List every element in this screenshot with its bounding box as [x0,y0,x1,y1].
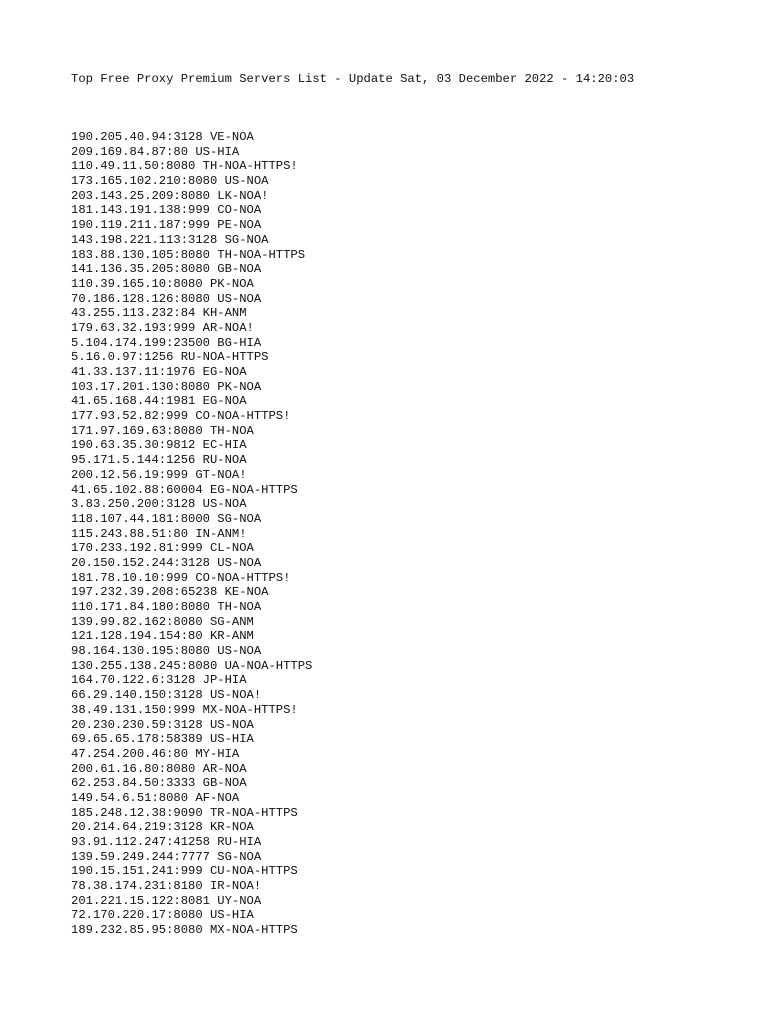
proxy-entry: 110.171.84.180:8080 TH-NOA [71,600,262,614]
proxy-entry: 78.38.174.231:8180 IR-NOA! [71,879,262,894]
proxy-entry: 190.63.35.30:9812 EC-HIA [71,438,247,453]
proxy-entry: 41.33.137.11:1976 EG-NOA [71,365,247,379]
proxy-entry: 183.88.130.105:8080 TH-NOA-HTTPS [71,247,306,262]
proxy-entry: 173.165.102.210:8080 US-NOA [71,174,269,189]
proxy-entry: 110.39.165.10:8080 PK-NOA [71,276,254,291]
proxy-entry: 200.12.56.19:999 GT-NOA! [71,467,247,482]
proxy-entry: 185.248.12.38:9090 TR-NOA-HTTPS [71,805,298,820]
proxy-entry: 181.143.191.138:999 CO-NOA [71,203,262,218]
proxy-entry: 209.169.84.87:80 US-HIA [71,144,240,159]
proxy-entry: 103.17.201.130:8080 PK-NOA [71,379,262,394]
proxy-entry: 70.186.128.126:8080 US-NOA [71,291,262,306]
proxy-entry: 179.63.32.193:999 AR-NOA! [71,320,254,335]
proxy-server-list [71,130,312,938]
proxy-entry: 72.170.220.17:8080 US-HIA [71,908,254,923]
proxy-entry: 121.128.194.154:80 KR-ANM [71,629,254,644]
proxy-entry: 130.255.138.245:8080 UA-NOA-HTTPS [71,658,313,673]
proxy-entry: 5.16.0.97:1256 RU-NOA-HTTPS [71,350,269,365]
proxy-entry: 149.54.6.51:8080 AF-NOA [71,790,240,805]
proxy-entry: 201.221.15.122:8081 UY-NOA [71,893,262,908]
proxy-entry: 62.253.84.50:3333 GB-NOA [71,776,247,791]
proxy-entry: 69.65.65.178:58389 US-HIA [71,732,254,747]
proxy-entry: 118.107.44.181:8000 SG-NOA [71,511,262,526]
proxy-entry: 20.150.152.244:3128 US-NOA [71,555,262,570]
proxy-entry: 200.61.16.80:8080 AR-NOA [71,761,247,776]
proxy-entry: 3.83.250.200:3128 US-NOA [71,497,247,512]
proxy-entry: 41.65.168.44:1981 EG-NOA [71,394,247,409]
proxy-entry: 43.255.113.232:84 KH-ANM [71,306,247,321]
proxy-entry: 164.70.122.6:3128 JP-HIA [71,673,247,688]
proxy-entry: 66.29.140.150:3128 US-NOA! [71,688,262,703]
proxy-entry: 5.104.174.199:23500 BG-HIA [71,335,262,350]
proxy-entry: 98.164.130.195:8080 US-NOA [71,644,262,659]
proxy-entry: 139.99.82.162:8080 SG-ANM [71,614,254,629]
proxy-entry: 95.171.5.144:1256 RU-NOA [71,453,247,468]
proxy-entry: 171.97.169.63:8080 TH-NOA [71,423,254,438]
proxy-entry: 20.214.64.219:3128 KR-NOA [71,820,254,835]
proxy-entry: 93.91.112.247:41258 RU-HIA [71,835,262,849]
proxy-entry: 20.230.230.59:3128 US-NOA [71,717,254,732]
proxy-entry: 181.78.10.10:999 CO-NOA-HTTPS! [71,570,291,585]
proxy-entry: 190.15.151.241:999 CU-NOA-HTTPS [71,864,298,879]
proxy-entry: 38.49.131.150:999 MX-NOA-HTTPS! [71,702,298,717]
proxy-entry: 139.59.249.244:7777 SG-NOA [71,849,262,864]
document-title: Top Free Proxy Premium Servers List - Update Sat, 03 December 2022 - 14:20:03 [71,72,635,86]
proxy-entry: 41.65.102.88:60004 EG-NOA-HTTPS [71,482,298,497]
proxy-entry: 197.232.39.208:65238 KE-NOA [71,585,269,600]
proxy-entry: 190.205.40.94:3128 VE-NOA [71,130,254,144]
proxy-entry: 47.254.200.46:80 MY-HIA [71,746,240,761]
proxy-entry: 115.243.88.51:80 IN-ANM! [71,526,247,541]
proxy-entry: 177.93.52.82:999 CO-NOA-HTTPS! [71,409,291,424]
proxy-entry: 110.49.11.50:8080 TH-NOA-HTTPS! [71,159,298,174]
proxy-entry: 189.232.85.95:8080 MX-NOA-HTTPS [71,923,298,938]
proxy-entry: 190.119.211.187:999 PE-NOA [71,218,262,233]
proxy-entry: 141.136.35.205:8080 GB-NOA [71,262,262,277]
proxy-entry: 143.198.221.113:3128 SG-NOA [71,232,269,247]
proxy-entry: 170.233.192.81:999 CL-NOA [71,541,254,556]
proxy-entry: 203.143.25.209:8080 LK-NOA! [71,188,269,203]
